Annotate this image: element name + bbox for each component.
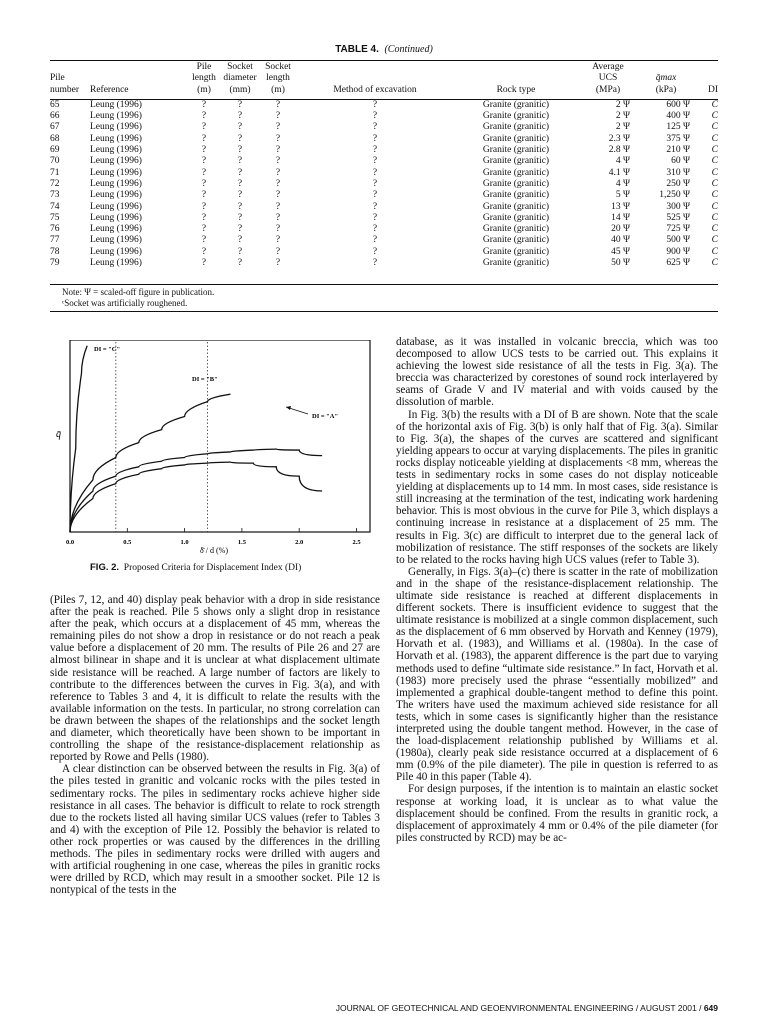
table-cell-ucs: 40 Ψ — [611, 235, 630, 246]
table-cell-sd: ? — [237, 145, 243, 156]
table-top-rule — [50, 60, 718, 61]
table-cell-ucs: 50 Ψ — [611, 258, 630, 269]
table-cell-n: 78 — [50, 246, 60, 257]
table-cell-sl: ? — [275, 145, 281, 156]
table-cell-n: 75 — [50, 212, 60, 223]
notes-bottom-rule — [50, 311, 718, 312]
table-cell-m: ? — [372, 235, 378, 246]
table-cell-ucs: 45 Ψ — [611, 246, 630, 257]
figure-caption-label: FIG. 2. — [90, 562, 120, 573]
table-cell-n: 70 — [50, 156, 60, 167]
table-cell-m: ? — [372, 178, 378, 189]
table-cell-sd: ? — [237, 122, 243, 133]
table-cell-n: 74 — [50, 201, 60, 212]
table-cell-m: ? — [372, 201, 378, 212]
table-cell-sl: ? — [275, 178, 281, 189]
table-cell-sl: ? — [275, 167, 281, 178]
table-cell-sd: ? — [237, 167, 243, 178]
table-cell-ref: Leung (1996) — [90, 212, 142, 223]
curves — [70, 346, 322, 532]
table-cell-pl: ? — [201, 190, 207, 201]
table-label: TABLE 4. — [335, 44, 379, 55]
table-cell-di: C — [711, 99, 718, 110]
label-di-c: DI = "C" — [94, 346, 121, 353]
table-cell-n: 79 — [50, 258, 60, 269]
plot-frame — [70, 340, 370, 532]
table-cell-n: 72 — [50, 178, 60, 189]
table-cell-rock: Granite (granitic) — [482, 122, 550, 133]
table-cell-m: ? — [372, 246, 378, 257]
table-cell-pl: ? — [201, 145, 207, 156]
table-cell-n: 66 — [50, 111, 60, 122]
table-cell-sd: ? — [237, 190, 243, 201]
table-cell-ref: Leung (1996) — [90, 133, 142, 144]
table-cell-sd: ? — [237, 156, 243, 167]
table-cell-rock: Granite (granitic) — [482, 190, 550, 201]
table-cell-di: C — [711, 224, 718, 235]
table-bottom-rule — [50, 284, 718, 285]
table-cell-di: C — [711, 145, 718, 156]
table-notes — [62, 287, 214, 309]
table-cell-sl: ? — [275, 201, 281, 212]
label-di-a: DI = "A" — [312, 413, 339, 420]
table-cell-q: 310 Ψ — [666, 167, 690, 178]
table-cell-ref: Leung (1996) — [90, 178, 142, 189]
table-cell-m: ? — [372, 156, 378, 167]
table-row — [50, 156, 718, 167]
table-row — [50, 258, 718, 269]
table-cell-sl: ? — [275, 190, 281, 201]
right-paragraph-2: In Fig. 3(b) the results with a DI of B are shown. Note that the scale of the horizontal axis of Fig. 3(b) is only half that of Fig. 3(a). Similar to Fig. 3(a), the shapes of the curves are scattered and significant yielding appears to occur at varying displacements. The piles in granitic rocks display noticeable yielding at displacements <8 mm, whereas the tests in sedimentary rocks in some cases do not display noticeable yielding at displacements up to 14 mm. In most cases, side resistance is still increasing at the termination of the test, indicating work hardening behavior. This is most obvious in the curve for Pile 3, which displays a continuing increase in resistance at a displacement of 25 mm. The results in Fig. 3(c) are difficult to interpret due to the general lack of mobilization of resistance. The stiff responses of the sockets are likely to be related to the rocks having high UCS values (refer to Table 3). — [396, 408, 718, 566]
table-cell-sl: ? — [275, 122, 281, 133]
table-cell-q: 60 Ψ — [671, 156, 690, 167]
table-cell-ucs: 5 Ψ — [615, 190, 630, 201]
table-cell-sd: ? — [237, 224, 243, 235]
table-cell-sl: ? — [275, 133, 281, 144]
table-cell-q: 1,250 Ψ — [659, 190, 690, 201]
table-cell-q: 250 Ψ — [666, 178, 690, 189]
x-tick-label: 0.0 — [65, 539, 75, 546]
header-socket-diameter: Socket diameter (mm) — [223, 62, 257, 95]
table-cell-ref: Leung (1996) — [90, 201, 142, 212]
x-tick-label: 2.0 — [295, 539, 304, 546]
table-cell-ref: Leung (1996) — [90, 99, 142, 110]
table-cell-di: C — [711, 212, 718, 223]
footer-journal: JOURNAL OF GEOTECHNICAL AND GEOENVIRONMENTAL ENGINEERING / AUGUST 2001 / — [335, 1003, 702, 1013]
table-cell-ref: Leung (1996) — [90, 224, 142, 235]
note-roughened: ᶜSocket was artificially roughened. — [62, 298, 188, 308]
table-cell-sl: ? — [275, 99, 281, 110]
table-row — [50, 99, 718, 111]
table-cell-rock: Granite (granitic) — [482, 224, 550, 235]
table-cell-sd: ? — [237, 111, 243, 122]
note-scaled: Note: Ψ = scaled-off figure in publication. — [62, 287, 215, 297]
table-cell-m: ? — [372, 190, 378, 201]
table-cell-pl: ? — [201, 178, 207, 189]
table-cell-di: C — [711, 156, 718, 167]
table-cell-ucs: 2.8 Ψ — [608, 145, 630, 156]
table-row — [50, 179, 718, 190]
table-cell-ucs: 4.1 Ψ — [608, 167, 630, 178]
right-paragraph-3: Generally, in Figs. 3(a)–(c) there is scatter in the rate of mobilization and in the shape of the resistance-displacement relationship. The ultimate side resistance is reached at different displacements in different sockets. There is insufficient evidence to suggest that the ultimate resistance is mobilized at a single common displacement, such as the displacement of 6 mm observed by Horvath and Kenney (1979), Horvath et al. (1983), and Williams et al. (1980a). In the case of Horvath et al. (1983), the apparent difference is the part due to varying methods used to define “ultimate side resistance.” In fact, Horvath et al. (1983) more precisely used the phrase “essentially mobilized” and implemented a graphical double-tangent method to define this point. The writers have used the maximum achieved side resistance for all tests, which in some cases is significantly higher than the resistance interpreted using the double tangent method. However, in the case of the load-displacement relationship published by Williams et al. (1980a), clearly peak side resistance occurred at a displacement of 6 mm (0.9% of the pile diameter). The pile in question is referred to as Pile 40 in this paper (Table 4). — [396, 565, 718, 784]
table-row — [50, 235, 718, 246]
table-cell-m: ? — [372, 212, 378, 223]
table-cell-di: C — [711, 246, 718, 257]
table-cell-q: 725 Ψ — [666, 224, 690, 235]
table-cell-rock: Granite (granitic) — [482, 133, 550, 144]
table-cell-ucs: 13 Ψ — [611, 201, 630, 212]
page-footer — [336, 1003, 718, 1013]
table-cell-n: 69 — [50, 145, 60, 156]
right-paragraph-4: For design purposes, if the intention is to maintain an elastic socket response at working load, it is unclear as to what value the displacement should be confined. From the results in granitic rock, a displacement of approximately 4 mm or 0.4% of the pile diameter (for piles constructed by RCD) may be ac- — [396, 783, 718, 844]
left-paragraph-1: (Piles 7, 12, and 40) display peak behavior with a drop in side resistance after the peak is reached. Pile 5 shows only a slight drop in resistance after the peak, which occurs at a displacement of 45 mm, whereas the remaining piles do not show a drop in resistance or do not reach a peak value before a displacement of 20 mm. The results of Pile 26 and 27 are almost bilinear in shape and it is unclear at what displacement ultimate side resistance will be reached. A large number of factors are likely to contribute to the differences between the curves in Fig. 3(a), and with reference to Tables 3 and 4, it is difficult to relate the results with the available information on the tests. In particular, no strong correlation can be drawn between the shapes of the relationships and the socket length and diameter, which theoretically have been shown to be important in controlling the shape of the resistance-displacement relationship as reported by Rowe and Pells (1980). — [50, 594, 380, 764]
label-di-b: DI = "B" — [192, 376, 218, 383]
di-figure — [50, 340, 380, 585]
table-cell-sd: ? — [237, 235, 243, 246]
series-line — [70, 346, 87, 532]
table-cell-m: ? — [372, 99, 378, 110]
header-method: Method of excavation — [333, 84, 417, 95]
table-cell-pl: ? — [201, 111, 207, 122]
figure-caption-text: Proposed Criteria for Displacement Index (DI) — [123, 563, 302, 573]
table-cell-sd: ? — [237, 246, 243, 257]
table-cell-rock: Granite (granitic) — [482, 235, 550, 246]
table-cell-sd: ? — [237, 99, 243, 110]
table-cell-rock: Granite (granitic) — [482, 201, 550, 212]
table-cell-rock: Granite (granitic) — [482, 246, 550, 257]
table-cell-ucs: 4 Ψ — [615, 178, 630, 189]
table-cell-rock: Granite (granitic) — [482, 145, 550, 156]
data-table — [50, 62, 718, 269]
table-cell-ucs: 20 Ψ — [611, 224, 630, 235]
table-cell-di: C — [711, 122, 718, 133]
table-title — [0, 44, 768, 55]
table-cell-pl: ? — [201, 224, 207, 235]
table-cell-pl: ? — [201, 201, 207, 212]
table-cell-sl: ? — [275, 212, 281, 223]
arrowhead-di-a — [286, 406, 291, 410]
table-cell-q: 375 Ψ — [666, 133, 690, 144]
table-cell-rock: Granite (granitic) — [482, 178, 550, 189]
table-cell-rock: Granite (granitic) — [482, 212, 550, 223]
table-cell-sl: ? — [275, 246, 281, 257]
table-cell-di: C — [711, 111, 718, 122]
left-column — [50, 594, 380, 896]
x-axis-label: δ̄ / d (%) — [200, 546, 228, 555]
table-cell-di: C — [711, 190, 718, 201]
table-cell-n: 68 — [50, 133, 60, 144]
footer-page-number: 649 — [703, 1003, 718, 1013]
table-row — [50, 145, 718, 156]
table-cell-q: 125 Ψ — [666, 122, 690, 133]
table-cell-m: ? — [372, 258, 378, 269]
table-cell-sd: ? — [237, 133, 243, 144]
table-cell-di: C — [711, 201, 718, 212]
table-cell-n: 67 — [50, 122, 60, 133]
x-ticks — [66, 528, 361, 546]
table-cell-q: 625 Ψ — [666, 258, 690, 269]
table-cell-ref: Leung (1996) — [90, 167, 142, 178]
table-cell-ref: Leung (1996) — [90, 235, 142, 246]
table-cell-q: 300 Ψ — [666, 201, 690, 212]
table-row — [50, 202, 718, 213]
table-cell-rock: Granite (granitic) — [482, 156, 550, 167]
table-row — [50, 134, 718, 145]
table-cell-q: 600 Ψ — [666, 99, 690, 110]
table-cell-di: C — [711, 258, 718, 269]
table-cell-di: C — [711, 133, 718, 144]
table-cell-sl: ? — [275, 258, 281, 269]
reference-lines — [116, 342, 208, 532]
table-row — [50, 247, 718, 258]
table-cell-q: 525 Ψ — [666, 212, 690, 223]
table-cell-rock: Granite (granitic) — [482, 111, 550, 122]
table-row — [50, 190, 718, 201]
header-qmax: q̄max (kPa) — [655, 73, 677, 95]
header-ucs: Average UCS (MPa) — [592, 62, 624, 95]
table-cell-m: ? — [372, 224, 378, 235]
table-header — [50, 62, 718, 99]
header-pile-length: Pile length (m) — [192, 62, 216, 95]
table-cell-ucs: 2.3 Ψ — [608, 133, 630, 144]
table-cell-q: 210 Ψ — [666, 145, 690, 156]
figure-caption — [90, 562, 301, 573]
series-line — [70, 462, 322, 532]
header-socket-length: Socket length (m) — [265, 62, 291, 95]
table-cell-n: 65 — [50, 99, 60, 110]
table-cell-pl: ? — [201, 133, 207, 144]
table-cell-pl: ? — [201, 212, 207, 223]
table-cell-ref: Leung (1996) — [90, 190, 142, 201]
table-cell-m: ? — [372, 133, 378, 144]
table-cell-sd: ? — [237, 258, 243, 269]
table-row — [50, 168, 718, 179]
y-axis-label: q̄ — [56, 429, 61, 440]
right-column — [396, 336, 718, 844]
header-di: DI — [707, 84, 718, 95]
table-cell-pl: ? — [201, 167, 207, 178]
table-cell-m: ? — [372, 122, 378, 133]
table-cell-di: C — [711, 167, 718, 178]
x-tick-label: 1.0 — [180, 539, 189, 546]
header-pile: Pile number — [50, 73, 80, 95]
table-cell-sl: ? — [275, 156, 281, 167]
header-reference: Reference — [90, 84, 129, 95]
table-cell-m: ? — [372, 145, 378, 156]
table-cell-di: C — [711, 235, 718, 246]
table-cell-pl: ? — [201, 258, 207, 269]
table-cell-ref: Leung (1996) — [90, 145, 142, 156]
table-cell-sd: ? — [237, 178, 243, 189]
table-cell-q: 400 Ψ — [666, 111, 690, 122]
table-cell-pl: ? — [201, 156, 207, 167]
x-tick-label: 2.5 — [352, 539, 361, 546]
table-cell-m: ? — [372, 167, 378, 178]
table-cell-rock: Granite (granitic) — [482, 258, 550, 269]
table-row — [50, 111, 718, 122]
table-cell-ref: Leung (1996) — [90, 111, 142, 122]
table-cell-sd: ? — [237, 212, 243, 223]
table-cell-q: 900 Ψ — [666, 246, 690, 257]
table-body — [50, 99, 718, 269]
table-cell-q: 500 Ψ — [666, 235, 690, 246]
table-cell-ucs: 2 Ψ — [615, 111, 630, 122]
table-cell-pl: ? — [201, 246, 207, 257]
table-cell-pl: ? — [201, 99, 207, 110]
table-cell-sl: ? — [275, 111, 281, 122]
table-row — [50, 224, 718, 235]
table-cell-di: C — [711, 178, 718, 189]
table-cell-n: 71 — [50, 167, 60, 178]
table-cell-rock: Granite (granitic) — [482, 167, 550, 178]
table-cell-ucs: 2 Ψ — [615, 99, 630, 110]
table-continued: (Continued) — [384, 44, 433, 55]
table-cell-n: 77 — [50, 235, 60, 246]
right-paragraph-1: database, as it was installed in volcanic breccia, which was too decomposed to allow UCS tests to be carried out. This explains it achieving the lowest side resistance of all the tests in Fig. 3(a). The breccia was characterized by corestones of sound rock interlayered by seams of Grade V and IV material and with voids caused by the dissolution of marble. — [396, 336, 718, 409]
table-cell-rock: Granite (granitic) — [482, 99, 550, 110]
x-tick-label: 0.5 — [123, 539, 132, 546]
header-rock-type: Rock type — [496, 84, 536, 95]
table-cell-n: 76 — [50, 224, 60, 235]
table-cell-ref: Leung (1996) — [90, 246, 142, 257]
table-cell-sl: ? — [275, 235, 281, 246]
table-cell-ucs: 14 Ψ — [611, 212, 630, 223]
table-cell-ref: Leung (1996) — [90, 156, 142, 167]
table-cell-sl: ? — [275, 224, 281, 235]
table-cell-ref: Leung (1996) — [90, 258, 142, 269]
left-paragraph-2: A clear distinction can be observed between the results in Fig. 3(a) of the piles tested in granitic and volcanic rocks with the piles tested in sedimentary rocks. The piles in sedimentary rocks achieve higher side resistance in all cases. The behavior is difficult to relate to rock strength due to the rockets listed all having similar UCS values (refer to Tables 3 and 4) with the exception of Pile 12. Possibly the behavior is related to other rock properties or was caused by the differences in the drilling methods. The piles in sedimentary rocks were drilled with augers and with artificial roughening in one case, whereas the piles in granitic rocks were drilled by RCD, which may result in a smoother socket. Pile 12 is nontypical of the tests in the — [50, 763, 380, 897]
table-cell-ucs: 4 Ψ — [615, 156, 630, 167]
table-cell-pl: ? — [201, 235, 207, 246]
table-cell-ref: Leung (1996) — [90, 122, 142, 133]
table-cell-pl: ? — [201, 122, 207, 133]
table-cell-m: ? — [372, 111, 378, 122]
table-cell-sd: ? — [237, 201, 243, 212]
x-tick-label: 1.5 — [237, 539, 246, 546]
table-row — [50, 122, 718, 133]
table-cell-ucs: 2 Ψ — [615, 122, 630, 133]
table-cell-n: 73 — [50, 190, 60, 201]
table-row — [50, 213, 718, 224]
